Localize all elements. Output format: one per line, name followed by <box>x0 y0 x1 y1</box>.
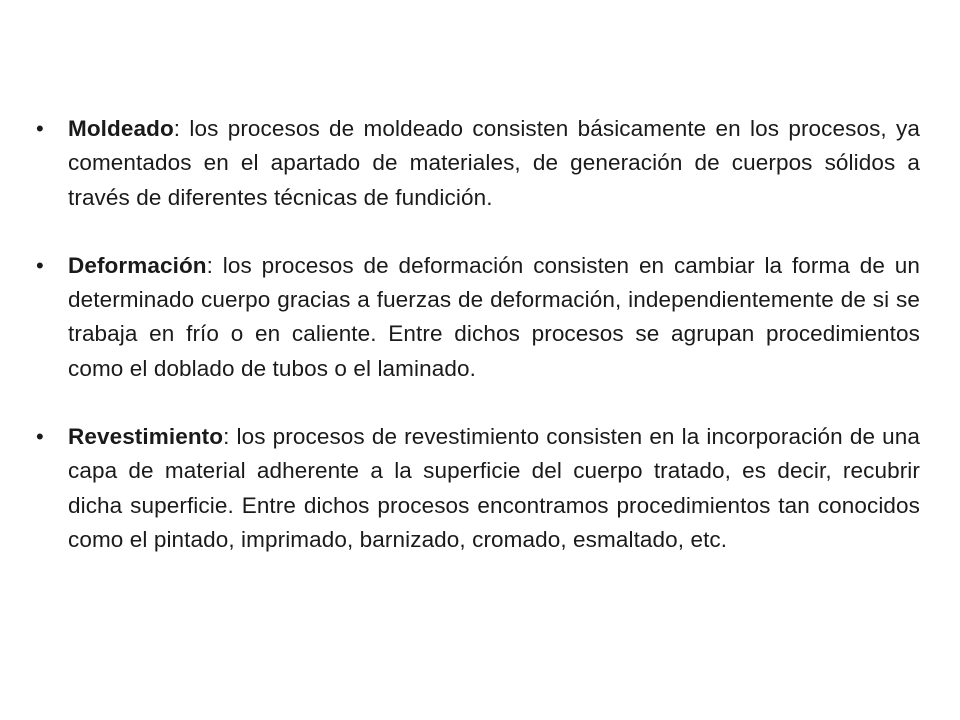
item-paragraph <box>68 420 920 557</box>
bullet-icon: • <box>36 252 44 278</box>
item-description: : los procesos de revestimiento consisten en la incorporación de una capa de material adherente a la superficie del cuerpo tratado, es decir, recubrir dicha superficie. Entre dichos procesos encontramos procedimientos tan conocidos como el pintado, imprimado, barnizado, cromado, esmaltado, etc. <box>68 424 920 552</box>
item-term: Revestimiento <box>68 424 224 450</box>
list-item-revestimiento <box>30 420 920 557</box>
bullet-icon: • <box>36 116 44 141</box>
bullet-list <box>30 112 920 591</box>
item-paragraph <box>68 112 920 215</box>
item-term: Moldeado <box>68 116 174 141</box>
item-term: Deformación <box>68 252 207 278</box>
item-description: : los procesos de deformación consisten en cambiar la forma de un determinado cuerpo gracias a fuerzas de deformación, independientemente de si se trabaja en frío o en caliente. Entre dichos procesos se agrupan procedimientos como el doblado de tubos o el laminado. <box>68 252 920 381</box>
item-paragraph <box>68 249 920 386</box>
bullet-icon: • <box>36 424 44 450</box>
list-item-moldeado <box>30 112 920 215</box>
item-description: : los procesos de moldeado consisten básicamente en los procesos, ya comentados en el apartado de materiales, de generación de cuerpos sólidos a través de diferentes técnicas de fundición. <box>68 116 920 210</box>
list-item-deformacion <box>30 249 920 386</box>
